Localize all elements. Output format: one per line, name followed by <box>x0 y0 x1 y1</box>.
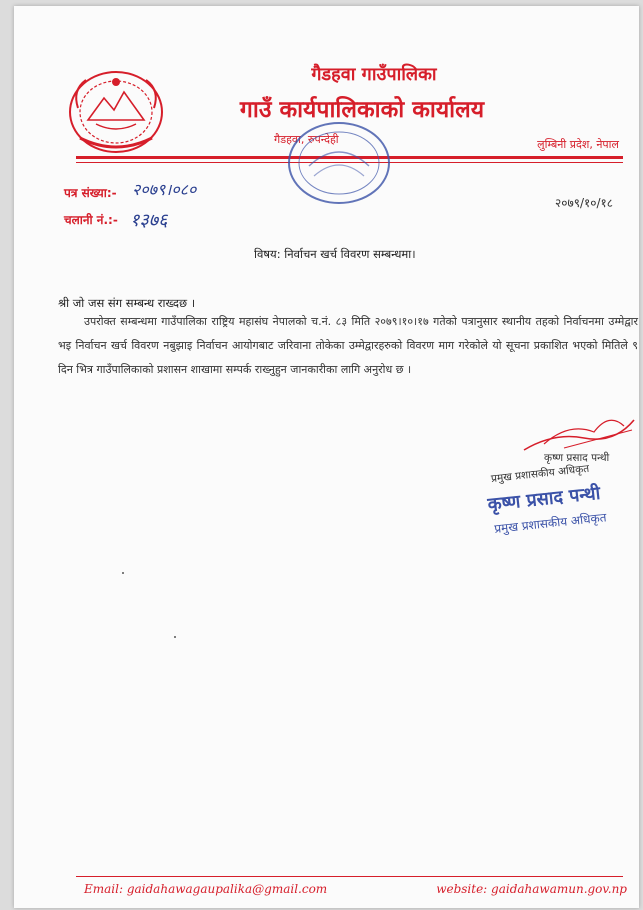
paper-speck <box>122 572 124 574</box>
patra-sankhya-value: २०७९।०८० <box>132 180 197 199</box>
footer-website: website: gaidahawamun.gov.np <box>436 882 627 896</box>
office-name: गाउँ कार्यपालिकाको कार्यालय <box>239 97 485 123</box>
signatory-name: कृष्ण प्रसाद पन्थी <box>544 452 610 464</box>
office-stamp-icon <box>284 118 394 208</box>
chalani-value: १३७६ <box>130 210 168 231</box>
paper-speck <box>174 636 176 638</box>
seal-title: प्रमुख प्रशासकीय अधिकृत <box>493 510 608 537</box>
municipality-name: गैडहवा गाउँपालिका <box>311 64 437 85</box>
address-right: लुम्बिनी प्रदेश, नेपाल <box>537 138 619 151</box>
seal-name: कृष्ण प्रसाद पन्थी <box>486 482 602 516</box>
chalani-label: चलानी नं.:- <box>64 213 118 227</box>
letter-subject: विषय: निर्वाचन खर्च विवरण सम्बन्धमा। <box>254 247 416 261</box>
letter-date: २०७९/१०/१८ <box>554 196 613 210</box>
letter-page <box>14 6 639 908</box>
footer-email: Email: gaidahawagaupalika@gmail.com <box>84 882 328 896</box>
signatory-title: प्रमुख प्रशासकीय अधिकृत <box>490 462 590 486</box>
footer-rule <box>76 876 623 877</box>
nepal-emblem-icon <box>66 68 166 156</box>
address-left: गैडहवा, रुपन्देही <box>274 133 339 146</box>
signatory-seal <box>482 452 643 538</box>
patra-sankhya-label: पत्र संख्या:- <box>64 186 117 200</box>
letter-salutation: श्री जो जस संग सम्बन्ध राख्दछ । <box>58 296 196 310</box>
letter-body: उपरोक्त सम्बन्धमा गाउँपालिका राष्ट्रिय महासंघ नेपालको च.नं. ८३ मिति २०७९।१०।१७ गतेको पत्रानुसार स्थानीय तहको निर्वाचनमा उम्मेद्वार भइ निर्वाचन खर्च विवरण नबुझाइ निर्वाचन आयोगबाट जरिवाना तोकेका उम्मेद्वारहरुको विवरण माग गरेकोले यो सूचना प्रकाशित भएको मितिले ९ दिन भित्र गाउँपालिकाको प्रशासन शाखामा सम्पर्क राख्नुहुन जानकारीका लागि अनुरोध छ । <box>58 315 638 376</box>
